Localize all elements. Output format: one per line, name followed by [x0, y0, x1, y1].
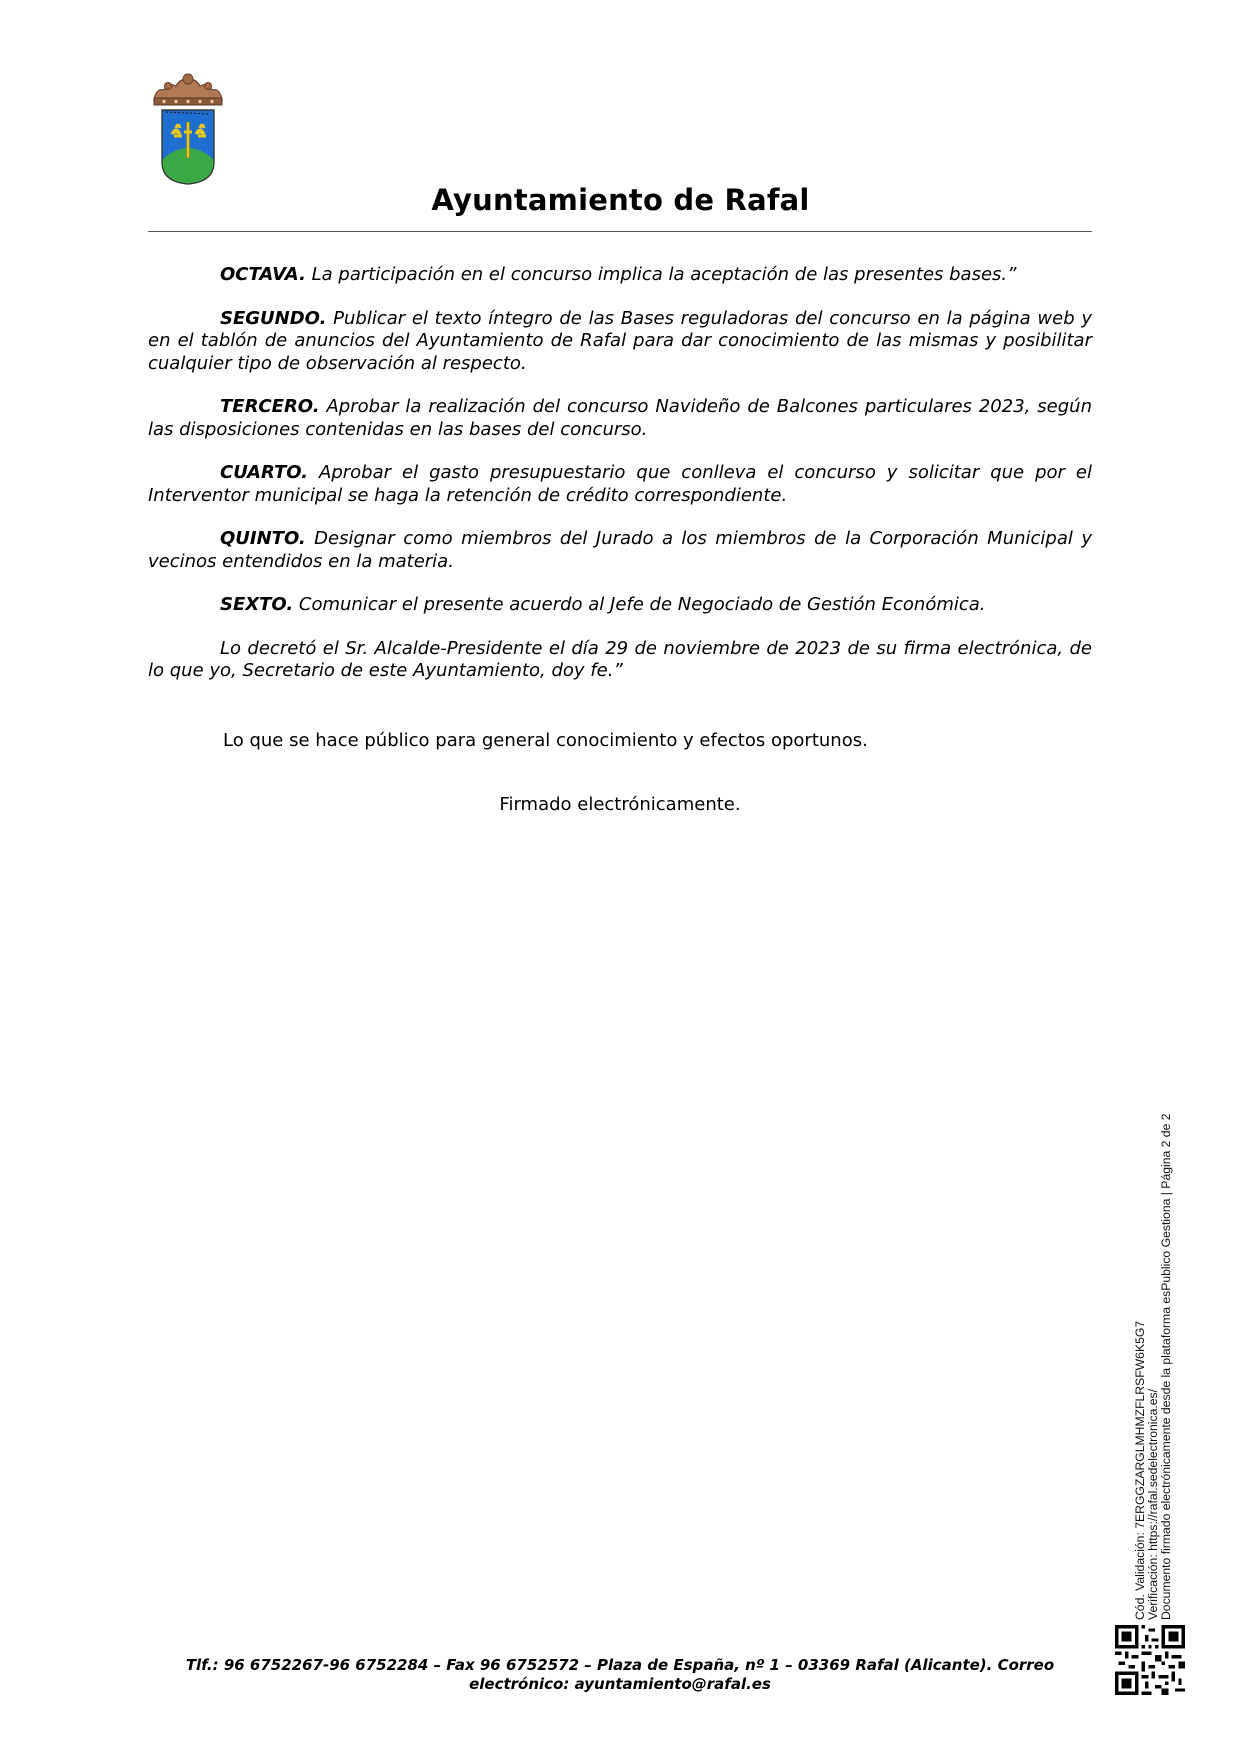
- clause-text: Aprobar la realización del concurso Navideño de Balcones particulares 2023, según las disposiciones contenidas en las bases del concurso.: [148, 396, 1092, 440]
- clause-segundo: [148, 308, 1092, 376]
- clause-label: CUARTO.: [220, 462, 309, 483]
- clause-text: Designar como miembros del Jurado a los miembros de la Corporación Municipal y vecinos entendidos en la materia.: [148, 528, 1092, 572]
- header-divider: [148, 231, 1092, 232]
- clause-quinto: [148, 528, 1092, 573]
- clause-label: SEGUNDO.: [220, 307, 327, 329]
- municipal-crest-logo: [148, 70, 228, 188]
- clause-text: Lo decretó el Sr. Alcalde-Presidente el día 29 de noviembre de 2023 de su firma electrónica, de lo que yo, Secretario de este Ayuntamiento, doy fe.”: [148, 637, 1092, 681]
- clause-text: Publicar el texto íntegro de las Bases reguladoras del concurso en la página web y en el tablón de anuncios del Ayuntamiento de Rafal para dar conocimiento de las mismas y posibilitar cualquier tipo de observación al respecto.: [148, 307, 1092, 374]
- clause-label: SEXTO.: [220, 594, 294, 615]
- public-notice: Lo que se hace público para general conocimiento y efectos oportunos.: [223, 730, 868, 751]
- clause-tercero: [148, 396, 1092, 441]
- clause-label: TERCERO.: [220, 396, 320, 417]
- crown-icon: [154, 74, 222, 105]
- page-title: Ayuntamiento de Rafal: [431, 183, 810, 217]
- signature-note: Firmado electrónicamente.: [499, 794, 741, 815]
- qr-code-icon[interactable]: [1115, 1625, 1185, 1695]
- signature-platform-note: Documento firmado electrónicamente desde la plataforma esPublico Gestiona | Página 2 de 2: [1159, 1113, 1173, 1620]
- clause-text: La participación en el concurso implica la aceptación de las presentes bases.”: [305, 264, 1017, 285]
- clause-text: Aprobar el gasto presupuestario que conlleva el concurso y solicitar que por el Interventor municipal se haga la retención de crédito correspondiente.: [148, 462, 1092, 506]
- document-body: [148, 264, 1092, 704]
- clause-cuarto: [148, 462, 1092, 507]
- clause-octava: [148, 264, 1092, 287]
- decree-statement: [148, 638, 1092, 683]
- validation-code: Cód. Validación: 7ERGGZARGLMHMZFLRSFW6K5G7: [1133, 1320, 1147, 1620]
- clause-label: OCTAVA.: [220, 264, 306, 285]
- footer-contact: [180, 1656, 1060, 1694]
- clause-sexto: [148, 594, 1092, 617]
- verification-link[interactable]: Verificación: https://rafal.sedelectronica.es/: [1146, 1388, 1160, 1620]
- footer-line-email[interactable]: electrónico: ayuntamiento@rafal.es: [469, 1675, 771, 1693]
- clause-label: QUINTO.: [220, 528, 306, 549]
- shield-icon: [162, 110, 214, 184]
- footer-line-phone: Tlf.: 96 6752267-96 6752284 – Fax 96 6752572 – Plaza de España, nº 1 – 03369 Rafal (Alicante). Correo: [185, 1656, 1055, 1674]
- clause-text: Comunicar el presente acuerdo al Jefe de Negociado de Gestión Económica.: [293, 594, 986, 615]
- verification-margin: [1134, 1113, 1173, 1620]
